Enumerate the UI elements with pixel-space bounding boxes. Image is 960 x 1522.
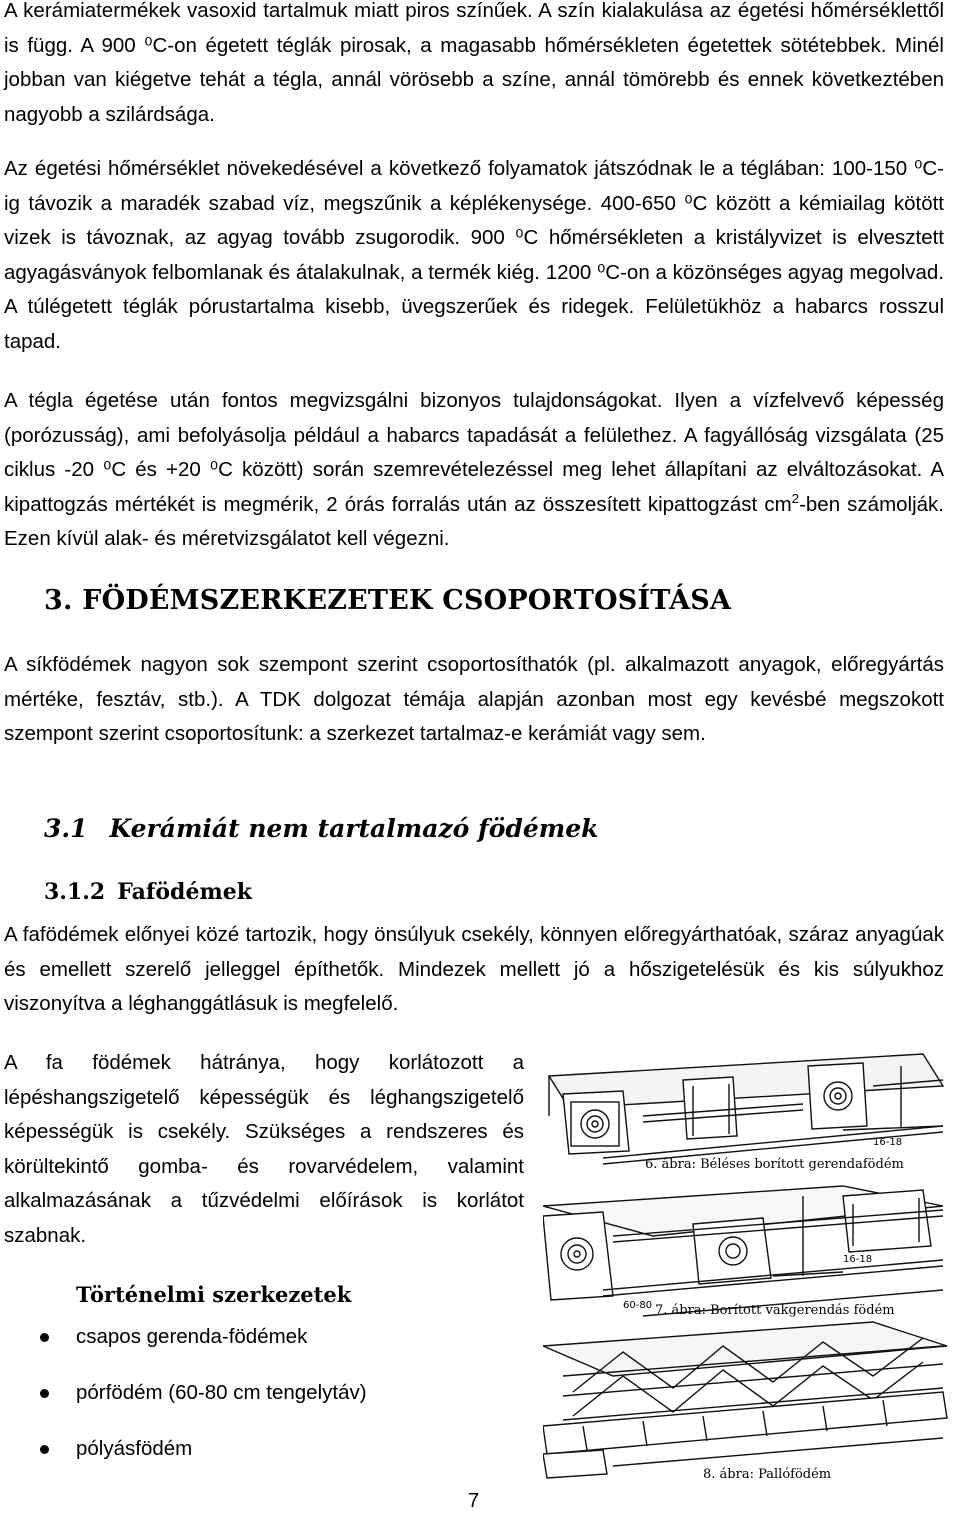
subsubsection-number: 3.1.2	[44, 879, 106, 905]
page-number: 7	[468, 1490, 480, 1512]
drawing-8-plank-floor	[543, 1322, 947, 1478]
caption-figure-6: 6. ábra: Béléses borított gerendafödém	[645, 1157, 904, 1172]
list-item: pólyásfödém	[0, 1432, 367, 1488]
drawing-7-blind-beam-floor	[543, 1186, 943, 1316]
dimension-label-8: 60-80	[623, 1300, 653, 1311]
caption-figure-7: 7. ábra: Borított vakgerendás födém	[655, 1303, 895, 1318]
subsubsection-title: Fafödémek	[117, 879, 252, 905]
dimension-label-7: 16-18	[843, 1254, 873, 1265]
paragraph-wood-disadvantages: A fa födémek hátránya, hogy korlátozott a lépéshangszigetelő képességük és léghangszigetelő képességük is csekély. Szükséges a rendszeres és körültekintő gomba- és rovarvédelem, valamint alkalmazásának a tűzvédelmi előírások is korlátot szabnak.	[4, 1051, 524, 1247]
section-heading	[44, 585, 731, 616]
caption-figure-8: 8. ábra: Pallófödém	[703, 1467, 832, 1482]
section-title: FÖDÉMSZERKEZETEK CSOPORTOSÍTÁSA	[82, 585, 732, 616]
list-item: csapos gerenda-födémek	[0, 1320, 367, 1376]
historical-structures-title: Történelmi szerkezetek	[76, 1282, 352, 1307]
historical-structures-list	[0, 1320, 367, 1488]
dimension-label-6: 16-18	[873, 1137, 903, 1148]
section-number: 3.	[44, 585, 73, 616]
superscript-2: 2	[791, 490, 800, 506]
subsection-heading	[44, 814, 598, 843]
paragraph-brick-testing	[4, 384, 944, 557]
floor-drawings	[543, 1046, 948, 1486]
floor-structures-figure	[543, 1046, 948, 1486]
paragraph-wood-advantages: A fafödémek előnyei közé tartozik, hogy önsúlyuk csekély, könnyen előregyárthatóak, száraz anyagúak és emellett szerelő jelleggel építhetők. Mindezek mellett jó a hőszigetelésük és kis súlyukhoz viszonyítva a léghanggátlásuk is megfelelő.	[4, 923, 944, 1015]
paragraph-brick-color: A kerámiatermékek vasoxid tartalmuk miatt piros színűek. A szín kialakulása az égetési hőmérséklettől is függ. A 900 ⁰C-on égetett téglák pirosak, a magasabb hőmérsékleten égetettek sötétebbek. Minél jobban van kiégetve tehát a tégla, annál vörösebb a színe, annál tömörebb és ennek következtében nagyobb a szilárdsága.	[4, 0, 944, 126]
paragraph-firing-process: Az égetési hőmérséklet növekedésével a következő folyamatok játszódnak le a téglában: 100-150 ⁰C-ig távozik a maradék szabad víz, megszűnik a képlékenysége. 400-650 ⁰C között a kémiailag kötött vizek is távoznak, az agyag tovább zsugorodik. 900 ⁰C hőmérsékleten a kristályvizet is elvesztett agyagásványok felbomlanak és átalakulnak, a termék kiég. 1200 ⁰C-on a közönséges agyag megolvad. A túlégetett téglák pórustartalma kisebb, üvegszerűek és ridegek. Felületükhöz a habarcs rosszul tapad.	[4, 157, 944, 353]
testing-text-a: A tégla égetése után fontos megvizsgálni bizonyos tulajdonságokat. Ilyen a vízfelvevő képesség (porózusság), ami befolyásolja például a habarcs tapadását a felülethez. A fagyállóság vizsgálata (25 ciklus -20 ⁰C és +20 ⁰C között) során szemrevételezéssel meg lehet állapítani az elváltozásokat. A kipattogzás mértékét is megmérik, 2 órás forralás után az összesített kipattogzást cm	[4, 389, 944, 516]
paragraph-grouping: A síkfödémek nagyon sok szempont szerint csoportosíthatók (pl. alkalmazott anyagok, előregyártás mértéke, fesztáv, stb.). A TDK dolgozat témája alapján azonban most egy kevésbé megszokott szempont szerint csoportosítunk: a szerkezet tartalmaz-e kerámiát vagy sem.	[4, 653, 944, 745]
subsection-number: 3.1	[44, 814, 88, 843]
testing-text-b: -ben számolják. Ezen kívül alak- és méretvizsgálatot kell végezni.	[4, 492, 945, 550]
subsubsection-heading	[44, 879, 252, 905]
subsection-title: Kerámiát nem tartalmazó födémek	[109, 814, 599, 843]
list-item: pórfödém (60-80 cm tengelytáv)	[0, 1376, 367, 1432]
